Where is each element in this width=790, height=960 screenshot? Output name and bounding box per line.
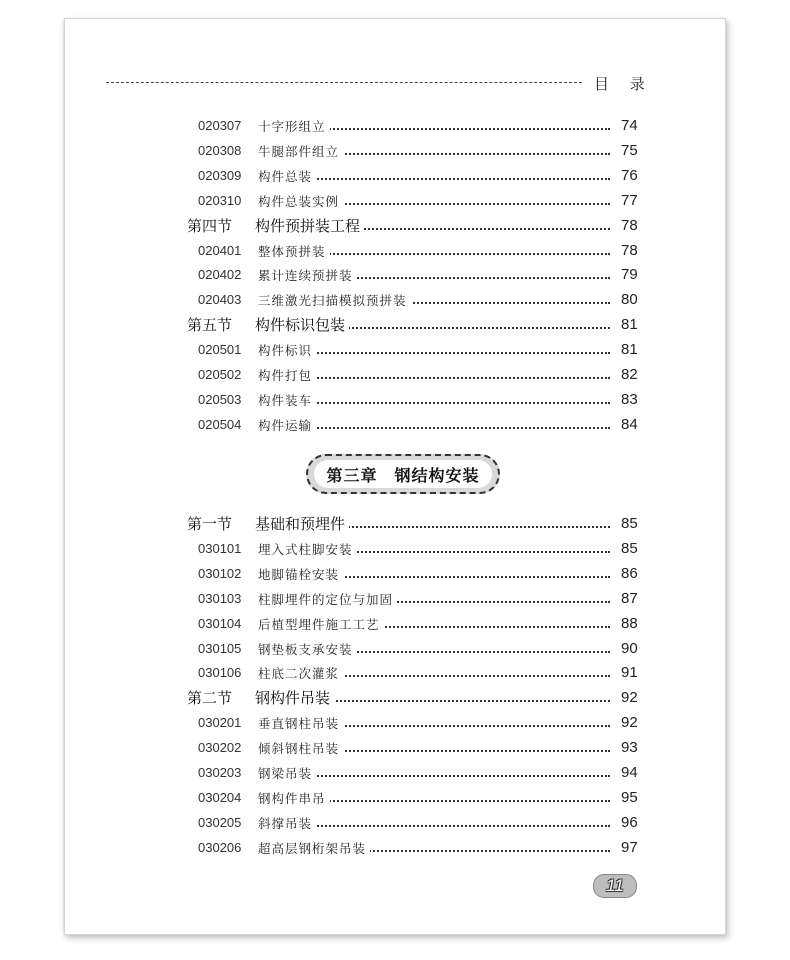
chapter-title: 第三章 钢结构安装 <box>314 460 492 488</box>
toc-entry-title: 垂直钢柱吊装 <box>258 714 343 732</box>
toc-page-number: 88 <box>621 614 638 632</box>
toc-entry-title: 地脚锚栓安装 <box>258 565 343 583</box>
toc-entry-title: 整体预拼装 <box>258 242 330 260</box>
header-dashed-rule <box>106 82 582 83</box>
toc-page-number: 85 <box>621 539 638 557</box>
toc-page-number: 77 <box>621 191 638 209</box>
toc-entry-code: 020503 <box>198 391 242 407</box>
toc-page-number: 93 <box>621 739 638 757</box>
toc-page-number: 83 <box>621 390 638 408</box>
toc-entry-row[interactable] <box>0 662 790 684</box>
toc-entry-row[interactable] <box>0 638 790 660</box>
toc-entry-title: 钢垫板支承安装 <box>258 640 357 658</box>
toc-entry-row[interactable] <box>0 264 790 286</box>
toc-entry-title: 构件运输 <box>258 416 316 434</box>
toc-entry-row[interactable] <box>0 414 790 436</box>
toc-entry-row[interactable] <box>0 712 790 734</box>
toc-page-number: 78 <box>621 216 638 234</box>
toc-entry-code: 020308 <box>198 142 242 158</box>
toc-page-number: 87 <box>621 589 638 607</box>
toc-page-number: 79 <box>621 266 638 284</box>
toc-entry-title: 钢梁吊装 <box>258 764 316 782</box>
toc-section-number: 第二节 <box>187 689 233 708</box>
toc-entry-code: 020309 <box>198 167 242 183</box>
toc-entry-title: 柱底二次灌浆 <box>258 664 343 682</box>
toc-entry-row[interactable] <box>0 190 790 212</box>
toc-page-number: 96 <box>621 813 638 831</box>
toc-entry-row[interactable] <box>0 289 790 311</box>
toc-entry-row[interactable] <box>0 240 790 262</box>
toc-page-number: 80 <box>621 291 638 309</box>
toc-section-title: 构件标识包装 <box>255 316 346 335</box>
toc-entry-row[interactable] <box>0 389 790 411</box>
toc-page-number: 95 <box>621 788 638 806</box>
toc-entry-title: 十字形组立 <box>258 117 330 135</box>
toc-entry-row[interactable] <box>0 588 790 610</box>
toc-page-number: 92 <box>621 689 638 707</box>
toc-page-number: 82 <box>621 366 638 383</box>
toc-entry-row[interactable] <box>0 613 790 635</box>
toc-section-number: 第四节 <box>187 216 233 235</box>
page-folio-badge: 11 <box>593 874 637 898</box>
toc-page-number: 84 <box>621 415 638 433</box>
toc-entry-code: 030103 <box>198 590 242 606</box>
toc-entry-title: 倾斜钢柱吊装 <box>258 739 343 757</box>
toc-entry-row[interactable] <box>0 812 790 834</box>
toc-entry-title: 构件总装 <box>258 167 316 185</box>
toc-entry-title: 牛腿部件组立 <box>258 142 343 160</box>
toc-section-row[interactable] <box>0 687 790 709</box>
toc-entry-title: 构件标识 <box>258 341 316 359</box>
toc-section-row[interactable] <box>0 215 790 237</box>
toc-entry-code: 030104 <box>198 615 242 631</box>
toc-entry-code: 030206 <box>198 839 242 855</box>
toc-section-heading <box>187 513 349 534</box>
toc-entry-title: 钢构件串吊 <box>258 789 330 807</box>
toc-entry-code: 030101 <box>198 540 242 556</box>
toc-page-number: 94 <box>621 764 638 781</box>
toc-entry-row[interactable] <box>0 563 790 585</box>
toc-entry-code: 020502 <box>198 367 242 382</box>
toc-entry-code: 030202 <box>198 740 242 756</box>
toc-entry-code: 020501 <box>198 342 242 358</box>
toc-page-number: 81 <box>621 341 638 359</box>
toc-entry-title: 柱脚埋件的定位与加固 <box>258 590 397 608</box>
toc-page-number: 75 <box>621 141 638 159</box>
toc-page-number: 92 <box>621 714 638 732</box>
toc-page-number: 90 <box>621 639 638 657</box>
toc-section-heading <box>187 215 364 236</box>
toc-entry-title: 构件总装实例 <box>258 192 343 210</box>
toc-entry-row[interactable] <box>0 339 790 361</box>
toc-entry-title: 三维激光扫描模拟预拼装 <box>258 291 411 309</box>
toc-entry-title: 超高层钢桁架吊装 <box>258 839 370 857</box>
toc-entry-code: 020401 <box>198 242 242 258</box>
toc-section-heading <box>187 687 334 708</box>
chapter-banner <box>306 454 500 494</box>
toc-section-heading <box>187 314 349 335</box>
toc-entry-title: 斜撑吊装 <box>258 814 316 832</box>
toc-page-number: 85 <box>621 515 638 532</box>
toc-entry-code: 020403 <box>198 292 242 308</box>
toc-entry-row[interactable] <box>0 115 790 137</box>
toc-page-number: 78 <box>621 241 638 259</box>
toc-entry-row[interactable] <box>0 538 790 560</box>
toc-section-title: 基础和预埋件 <box>255 515 346 533</box>
toc-entry-row[interactable] <box>0 140 790 162</box>
toc-page-number: 76 <box>621 166 638 184</box>
toc-entry-code: 030102 <box>198 565 242 581</box>
toc-entry-row[interactable] <box>0 787 790 809</box>
toc-entry-code: 020310 <box>198 192 242 208</box>
toc-entry-code: 020402 <box>198 267 242 283</box>
toc-section-title: 构件预拼装工程 <box>255 216 361 235</box>
toc-entry-code: 020504 <box>198 416 242 432</box>
toc-entry-title: 埋入式柱脚安装 <box>258 540 357 558</box>
toc-page-number: 81 <box>621 316 638 334</box>
toc-page-number: 97 <box>621 838 638 856</box>
toc-entry-title: 后植型埋件施工工艺 <box>258 615 384 633</box>
toc-entry-row[interactable] <box>0 737 790 759</box>
toc-page-number: 91 <box>621 664 638 682</box>
toc-entry-code: 030201 <box>198 715 242 731</box>
toc-section-row[interactable] <box>0 314 790 336</box>
toc-entry-title: 构件装车 <box>258 391 316 409</box>
toc-section-number: 第一节 <box>187 515 233 533</box>
header-title: 目 录 <box>594 75 653 93</box>
toc-entry-row[interactable] <box>0 165 790 187</box>
toc-entry-title: 构件打包 <box>258 366 316 384</box>
toc-entry-code: 030203 <box>198 765 242 780</box>
toc-entry-row[interactable] <box>0 364 790 386</box>
toc-entry-code: 030205 <box>198 814 242 830</box>
toc-entry-code: 030204 <box>198 789 242 805</box>
toc-section-number: 第五节 <box>187 316 233 335</box>
toc-page-number: 74 <box>621 117 638 134</box>
toc-entry-row[interactable] <box>0 762 790 784</box>
toc-section-title: 钢构件吊装 <box>255 689 331 708</box>
toc-entry-code: 030105 <box>198 640 242 656</box>
toc-entry-title: 累计连续预拼装 <box>258 266 357 284</box>
toc-entry-row[interactable] <box>0 837 790 859</box>
toc-entry-code: 020307 <box>198 118 242 133</box>
toc-page-number: 86 <box>621 564 638 582</box>
toc-entry-code: 030106 <box>198 665 242 681</box>
toc-section-row[interactable] <box>0 513 790 535</box>
